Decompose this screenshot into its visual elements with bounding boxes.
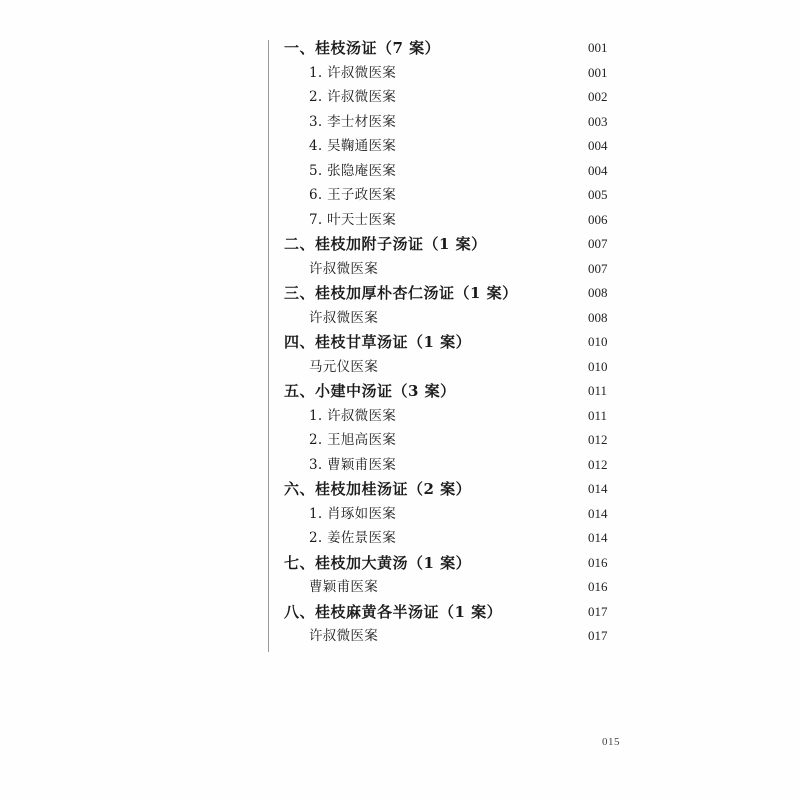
toc-item-row[interactable] [0, 428, 800, 452]
toc-item-row[interactable] [0, 183, 800, 207]
toc-item-title: 3. 曹颖甫医案 [309, 456, 397, 473]
toc-item-title: 4. 吴鞠通医案 [309, 138, 397, 154]
toc-item-title: 马元仪医案 [309, 358, 378, 375]
toc-page-number: 003 [588, 113, 608, 129]
toc-page-number: 012 [588, 456, 608, 472]
toc-item-row[interactable] [0, 355, 800, 379]
toc-page-number: 014 [588, 481, 608, 496]
toc-item-title: 3. 李士材医案 [309, 113, 397, 130]
toc-page-number: 004 [588, 162, 608, 178]
toc-item-title: 许叔微医案 [309, 309, 378, 326]
toc-item-row[interactable] [0, 85, 800, 109]
toc-section-row[interactable] [0, 600, 800, 624]
toc-page-number: 010 [588, 358, 608, 374]
toc-item-title: 2. 姜佐景医案 [309, 530, 397, 546]
toc-page-number: 001 [588, 40, 608, 55]
toc-page-number: 001 [588, 64, 608, 80]
toc-item-row[interactable] [0, 526, 800, 550]
toc-item-title: 6. 王子政医案 [309, 187, 397, 203]
toc-page-number: 006 [588, 211, 608, 227]
toc-page-number: 008 [588, 285, 608, 300]
toc-page-number: 011 [588, 407, 608, 423]
toc-page-number: 004 [588, 138, 608, 153]
toc-item-title: 许叔微医案 [309, 628, 378, 644]
toc-page-number: 002 [588, 89, 608, 104]
toc-section-title: 七、桂枝加大黄汤（1 案） [284, 553, 472, 572]
toc-page-number: 008 [588, 309, 608, 325]
toc-item-row[interactable] [0, 134, 800, 158]
toc-section-title: 八、桂枝麻黄各半汤证（1 案） [284, 602, 503, 621]
toc-page-number: 016 [588, 579, 608, 594]
toc-page-number: 007 [588, 260, 608, 276]
toc-item-title: 7. 叶天士医案 [309, 211, 397, 228]
toc-item-title: 1. 许叔微医案 [309, 64, 397, 81]
toc-item-title: 1. 肖琢如医案 [309, 505, 397, 522]
toc-section-title: 三、桂枝加厚朴杏仁汤证（1 案） [284, 284, 518, 302]
toc-item-row[interactable] [0, 306, 800, 330]
toc-item-row[interactable] [0, 61, 800, 85]
toc-item-title: 2. 王旭高医案 [309, 432, 397, 448]
page-folio-number: 015 [602, 736, 620, 748]
toc-item-row[interactable] [0, 110, 800, 134]
toc-section-row[interactable] [0, 232, 800, 256]
toc-page-number: 012 [588, 432, 608, 447]
toc-page-number: 007 [588, 236, 608, 251]
toc-section-row[interactable] [0, 551, 800, 575]
toc-section-row[interactable] [0, 379, 800, 403]
toc-item-title: 5. 张隐庵医案 [309, 162, 397, 179]
toc-page-number: 014 [588, 530, 608, 545]
toc-item-row[interactable] [0, 624, 800, 648]
toc-page-number: 005 [588, 187, 608, 202]
toc-page-number: 017 [588, 603, 608, 619]
toc-item-title: 2. 许叔微医案 [309, 89, 397, 105]
toc-section-row[interactable] [0, 36, 800, 60]
toc-section-row[interactable] [0, 281, 800, 305]
toc-item-row[interactable] [0, 453, 800, 477]
toc-item-row[interactable] [0, 404, 800, 428]
toc-item-title: 许叔微医案 [309, 260, 378, 277]
toc-page-number: 017 [588, 628, 608, 643]
toc-section-title: 二、桂枝加附子汤证（1 案） [284, 235, 487, 253]
toc-page-number: 011 [588, 383, 608, 398]
toc-section-row[interactable] [0, 477, 800, 501]
toc-section-row[interactable] [0, 330, 800, 354]
toc-item-row[interactable] [0, 575, 800, 599]
toc-section-title: 一、桂枝汤证（7 案） [284, 39, 441, 57]
toc-item-title: 1. 许叔微医案 [309, 407, 397, 424]
toc-section-title: 五、小建中汤证（3 案） [284, 382, 456, 400]
toc-item-row[interactable] [0, 208, 800, 232]
toc-item-row[interactable] [0, 257, 800, 281]
toc-item-title: 曹颖甫医案 [309, 579, 378, 595]
toc-section-title: 六、桂枝加桂汤证（2 案） [284, 480, 472, 498]
toc-page-number: 014 [588, 505, 608, 521]
toc-item-row[interactable] [0, 159, 800, 183]
toc-section-title: 四、桂枝甘草汤证（1 案） [284, 333, 472, 351]
toc-item-row[interactable] [0, 502, 800, 526]
toc-page-number: 010 [588, 334, 608, 349]
toc-page-number: 016 [588, 554, 608, 570]
